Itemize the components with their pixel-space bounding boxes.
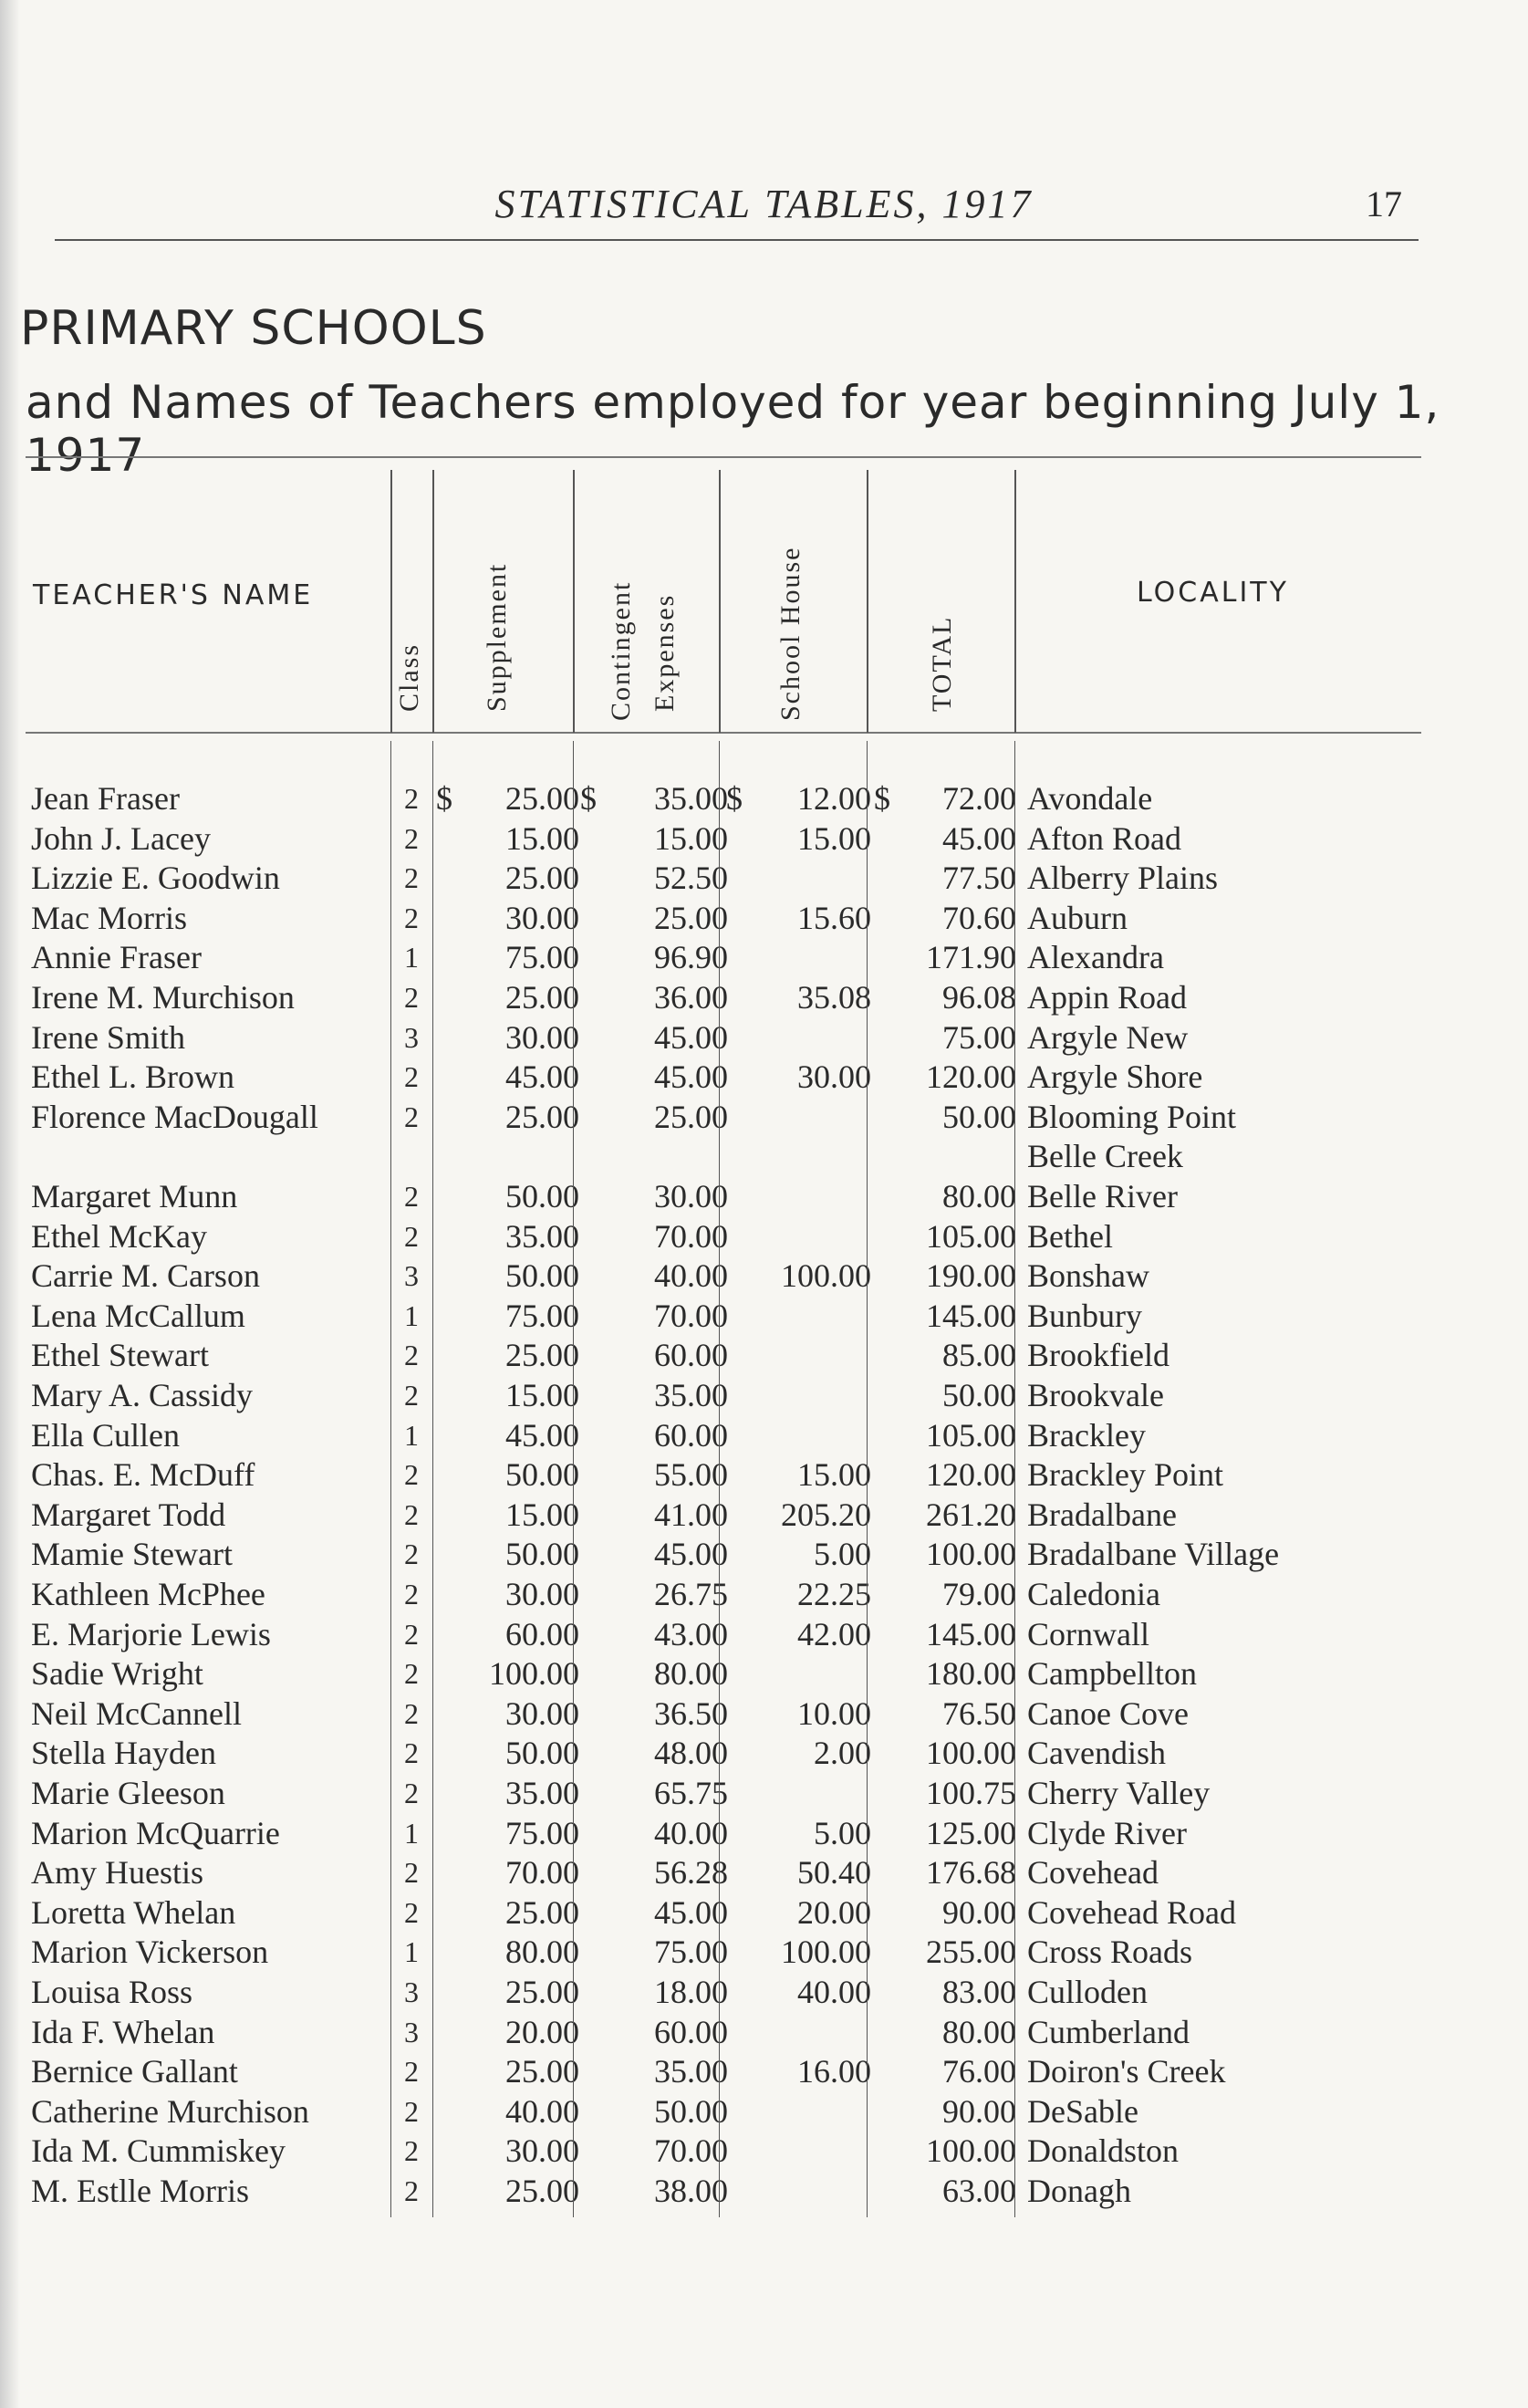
header-class: Class [394, 642, 424, 712]
school-house-cell: 100.00 [781, 1257, 871, 1295]
supplement-cell: 30.00 [505, 1694, 579, 1732]
table-row [0, 1893, 1528, 1934]
col-divider [390, 470, 392, 733]
teacher-name-cell: Ethel L. Brown [31, 1058, 234, 1096]
teacher-name-cell: Ida F. Whelan [31, 2013, 215, 2050]
page-number: 17 [1366, 183, 1402, 224]
locality-cell: Alberry Plains [1027, 860, 1218, 897]
table-row [0, 1376, 1528, 1416]
contingent-cell: 60.00 [654, 1337, 728, 1374]
currency-symbol: $ [874, 780, 890, 817]
teacher-name-cell: Marion McQuarrie [31, 1814, 280, 1851]
teacher-name-cell: Catherine Murchison [31, 2092, 309, 2130]
contingent-cell: 75.00 [654, 1934, 728, 1971]
class-cell: 2 [404, 981, 419, 1014]
total-cell: 190.00 [926, 1257, 1016, 1295]
table-row [0, 1297, 1528, 1337]
contingent-cell: 36.00 [654, 979, 728, 1016]
locality-cell: Cornwall [1027, 1615, 1149, 1652]
supplement-cell: 30.00 [505, 1018, 579, 1056]
supplement-cell: 25.00 [505, 2173, 579, 2209]
supplement-cell: 75.00 [505, 1297, 579, 1334]
header-expenses: Expenses [650, 593, 680, 712]
header-contingent: Contingent [606, 580, 636, 721]
supplement-cell: 100.00 [489, 1655, 579, 1693]
locality-cell: Auburn [1027, 899, 1128, 936]
class-cell: 1 [404, 1418, 419, 1452]
table-row [0, 2052, 1528, 2092]
locality-cell: Covehead [1027, 1854, 1159, 1892]
table-row [0, 1137, 1528, 1177]
teacher-name-cell: Irene Smith [31, 1018, 185, 1056]
contingent-cell: 45.00 [654, 1536, 728, 1573]
total-cell: 76.50 [942, 1694, 1016, 1732]
locality-cell: Appin Road [1027, 979, 1187, 1016]
total-cell: 90.00 [942, 1893, 1016, 1931]
locality-cell: Cherry Valley [1027, 1775, 1211, 1811]
teacher-name-cell: Annie Fraser [31, 939, 202, 976]
col-divider [1014, 741, 1015, 2217]
table-row [0, 1416, 1528, 1456]
total-cell: 77.50 [942, 860, 1016, 897]
table-row [0, 1853, 1528, 1893]
total-cell: 180.00 [926, 1655, 1016, 1693]
teacher-name-cell: Sadie Wright [31, 1655, 203, 1693]
school-house-cell: 30.00 [797, 1058, 871, 1096]
teacher-name-cell: Carrie M. Carson [31, 1257, 260, 1295]
contingent-cell: 65.75 [654, 1775, 728, 1811]
section-title: PRIMARY SCHOOLS [20, 301, 487, 356]
supplement-cell: 45.00 [505, 1058, 579, 1096]
supplement-cell: 50.00 [505, 1257, 579, 1295]
table-row [0, 1496, 1528, 1536]
contingent-cell: 25.00 [654, 899, 728, 936]
class-cell: 2 [404, 1538, 419, 1571]
supplement-cell: 30.00 [505, 2132, 579, 2170]
teacher-name-cell: Chas. E. McDuff [31, 1456, 255, 1494]
supplement-cell: 40.00 [505, 2092, 579, 2130]
total-cell: 120.00 [926, 1058, 1016, 1096]
total-cell: 63.00 [942, 2173, 1016, 2209]
class-cell: 2 [404, 1497, 419, 1531]
table-row [0, 938, 1528, 978]
running-head [0, 181, 1528, 235]
total-cell: 83.00 [942, 1974, 1016, 2010]
class-cell: 2 [404, 1219, 419, 1253]
supplement-cell: 30.00 [505, 899, 579, 936]
contingent-cell: 70.00 [654, 1297, 728, 1334]
col-divider [573, 741, 574, 2217]
teacher-name-cell: Ethel Stewart [31, 1337, 209, 1374]
total-cell: 100.00 [926, 1735, 1016, 1772]
total-cell: 145.00 [926, 1297, 1016, 1334]
supplement-cell: 25.00 [505, 979, 579, 1016]
school-house-cell: 50.40 [797, 1854, 871, 1892]
locality-cell: Canoe Cove [1027, 1694, 1189, 1732]
table-row [0, 2172, 1528, 2212]
school-house-cell: 15.00 [797, 819, 871, 857]
contingent-cell: 56.28 [654, 1854, 728, 1892]
locality-cell: Brackley Point [1027, 1456, 1223, 1494]
supplement-cell: 45.00 [505, 1416, 579, 1454]
locality-cell: DeSable [1027, 2092, 1138, 2130]
table-row [0, 1455, 1528, 1496]
supplement-cell: 25.00 [505, 860, 579, 897]
school-house-cell: 15.00 [797, 1456, 871, 1494]
table-row [0, 1615, 1528, 1655]
col-divider [1014, 470, 1016, 733]
supplement-cell: 50.00 [505, 1536, 579, 1573]
class-cell: 2 [404, 782, 419, 815]
locality-cell: Brookvale [1027, 1377, 1164, 1413]
class-cell: 2 [404, 1657, 419, 1691]
locality-cell: Bonshaw [1027, 1257, 1149, 1295]
contingent-cell: 48.00 [654, 1735, 728, 1772]
class-cell: 1 [404, 941, 419, 975]
total-cell: 70.60 [942, 899, 1016, 936]
school-house-cell: 5.00 [814, 1536, 871, 1573]
header-rule [55, 239, 1419, 241]
school-house-cell: 15.60 [797, 899, 871, 936]
class-cell: 2 [404, 1379, 419, 1412]
table-row [0, 819, 1528, 860]
running-title: STATISTICAL TABLES, 1917 [494, 182, 1034, 226]
school-house-cell: 40.00 [797, 1974, 871, 2010]
total-cell: 50.00 [942, 1098, 1016, 1135]
class-cell: 2 [404, 1100, 419, 1133]
teacher-name-cell: Louisa Ross [31, 1974, 193, 2010]
table-row [0, 978, 1528, 1018]
contingent-cell: 45.00 [654, 1018, 728, 1056]
contingent-cell: 70.00 [654, 1217, 728, 1255]
locality-cell: Brackley [1027, 1416, 1146, 1454]
locality-cell: Covehead Road [1027, 1893, 1236, 1931]
locality-cell: Argyle Shore [1027, 1058, 1203, 1096]
table-row [0, 1933, 1528, 1973]
locality-cell: Belle River [1027, 1178, 1178, 1214]
table-row [0, 1336, 1528, 1376]
locality-cell: Afton Road [1027, 819, 1181, 857]
contingent-cell: 41.00 [654, 1496, 728, 1533]
supplement-cell: 30.00 [505, 1576, 579, 1612]
supplement-cell: 70.00 [505, 1854, 579, 1892]
header-school-house: School House [775, 546, 806, 721]
total-cell: 105.00 [926, 1217, 1016, 1255]
table-row [0, 1098, 1528, 1138]
total-cell: 125.00 [926, 1814, 1016, 1851]
teacher-name-cell: Marion Vickerson [31, 1934, 269, 1971]
total-cell: 105.00 [926, 1416, 1016, 1454]
locality-cell: Culloden [1027, 1974, 1148, 2010]
class-cell: 2 [404, 1736, 419, 1770]
locality-cell: Cavendish [1027, 1735, 1166, 1772]
header-supplement: Supplement [482, 562, 512, 712]
class-cell: 2 [404, 2094, 419, 2128]
col-divider [432, 470, 434, 733]
total-cell: 171.90 [926, 939, 1016, 976]
teacher-name-cell: Ida M. Cummiskey [31, 2132, 286, 2170]
class-cell: 2 [404, 1339, 419, 1372]
contingent-cell: 18.00 [654, 1974, 728, 2010]
total-cell: 96.08 [942, 979, 1016, 1016]
table-row [0, 2013, 1528, 2053]
school-house-cell: 2.00 [814, 1735, 871, 1772]
class-cell: 2 [404, 2055, 419, 2089]
table-header-rule [26, 732, 1421, 734]
teacher-name-cell: Jean Fraser [31, 780, 180, 817]
contingent-cell: 30.00 [654, 1178, 728, 1214]
currency-symbol: $ [726, 780, 743, 817]
supplement-cell: 60.00 [505, 1615, 579, 1652]
table-row [0, 1774, 1528, 1814]
total-cell: 50.00 [942, 1377, 1016, 1413]
col-divider [719, 741, 720, 2217]
teacher-name-cell: Mac Morris [31, 899, 187, 936]
class-cell: 3 [404, 1975, 419, 2008]
teacher-name-cell: Stella Hayden [31, 1735, 216, 1772]
locality-cell: Caledonia [1027, 1576, 1160, 1612]
total-cell: 120.00 [926, 1456, 1016, 1494]
teacher-name-cell: Mamie Stewart [31, 1536, 233, 1573]
table-row [0, 2092, 1528, 2132]
locality-cell: Clyde River [1027, 1814, 1187, 1851]
total-cell: 100.00 [926, 1536, 1016, 1573]
supplement-cell: 25.00 [505, 1974, 579, 2010]
supplement-cell: 15.00 [505, 1377, 579, 1413]
teacher-name-cell: Bernice Gallant [31, 2053, 238, 2090]
school-house-cell: 205.20 [781, 1496, 871, 1533]
contingent-cell: 45.00 [654, 1893, 728, 1931]
contingent-cell: 70.00 [654, 2132, 728, 2170]
locality-cell: Campbellton [1027, 1655, 1197, 1693]
table-row [0, 859, 1528, 899]
col-divider [573, 470, 575, 733]
class-cell: 3 [404, 1020, 419, 1054]
total-cell: 85.00 [942, 1337, 1016, 1374]
school-house-cell: 35.08 [797, 979, 871, 1016]
contingent-cell: 60.00 [654, 2013, 728, 2050]
teacher-name-cell: Mary A. Cassidy [31, 1377, 253, 1413]
teacher-name-cell: Florence MacDougall [31, 1098, 318, 1135]
table-row [0, 1973, 1528, 2013]
contingent-cell: 38.00 [654, 2173, 728, 2209]
table-row [0, 1734, 1528, 1774]
supplement-cell: 50.00 [505, 1735, 579, 1772]
supplement-cell: 75.00 [505, 939, 579, 976]
supplement-cell: 75.00 [505, 1814, 579, 1851]
contingent-cell: 40.00 [654, 1257, 728, 1295]
contingent-cell: 80.00 [654, 1655, 728, 1693]
locality-cell: Bunbury [1027, 1297, 1142, 1334]
school-house-cell: 12.00 [797, 780, 871, 817]
table-row [0, 1654, 1528, 1694]
locality-cell: Cumberland [1027, 2013, 1190, 2050]
school-house-cell: 10.00 [797, 1694, 871, 1732]
total-cell: 145.00 [926, 1615, 1016, 1652]
supplement-cell: 50.00 [505, 1456, 579, 1494]
locality-cell: Donaldston [1027, 2132, 1179, 2170]
class-cell: 2 [404, 1458, 419, 1492]
locality-cell: Avondale [1027, 780, 1153, 817]
contingent-cell: 35.00 [654, 780, 728, 817]
class-cell: 2 [404, 1578, 419, 1611]
locality-cell: Doiron's Creek [1027, 2053, 1226, 2090]
locality-cell: Bradalbane Village [1027, 1536, 1280, 1573]
school-house-cell: 22.25 [797, 1576, 871, 1612]
class-cell: 2 [404, 901, 419, 934]
class-cell: 3 [404, 1259, 419, 1293]
locality-cell: Cross Roads [1027, 1934, 1193, 1971]
supplement-cell: 25.00 [505, 2053, 579, 2090]
header-total: TOTAL [927, 615, 957, 712]
teacher-name-cell: Amy Huestis [31, 1854, 203, 1892]
teacher-name-cell: M. Estlle Morris [31, 2173, 249, 2209]
locality-cell: Bradalbane [1027, 1496, 1177, 1533]
table-top-rule [26, 456, 1421, 458]
contingent-cell: 15.00 [654, 819, 728, 857]
school-house-cell: 16.00 [797, 2053, 871, 2090]
teacher-name-cell: Neil McCannell [31, 1694, 242, 1732]
col-divider [719, 470, 721, 733]
contingent-cell: 55.00 [654, 1456, 728, 1494]
currency-symbol: $ [436, 780, 452, 817]
header-locality: LOCALITY [1137, 577, 1289, 609]
currency-symbol: $ [580, 780, 597, 817]
locality-cell: Belle Creek [1027, 1138, 1183, 1175]
table-row [0, 2132, 1528, 2172]
school-house-cell: 20.00 [797, 1893, 871, 1931]
teacher-name-cell: Marie Gleeson [31, 1775, 225, 1811]
teacher-name-cell: Irene M. Murchison [31, 979, 295, 1016]
table-row [0, 1177, 1528, 1217]
table-row [0, 1575, 1528, 1615]
supplement-cell: 15.00 [505, 819, 579, 857]
total-cell: 90.00 [942, 2092, 1016, 2130]
supplement-cell: 20.00 [505, 2013, 579, 2050]
table-row [0, 1217, 1528, 1257]
col-divider [867, 470, 868, 733]
supplement-cell: 25.00 [505, 1098, 579, 1135]
total-cell: 100.75 [926, 1775, 1016, 1811]
table-row [0, 899, 1528, 939]
teacher-name-cell: John J. Lacey [31, 819, 211, 857]
total-cell: 255.00 [926, 1934, 1016, 1971]
class-cell: 1 [404, 1298, 419, 1332]
locality-cell: Brookfield [1027, 1337, 1169, 1374]
supplement-cell: 35.00 [505, 1217, 579, 1255]
total-cell: 80.00 [942, 2013, 1016, 2050]
total-cell: 100.00 [926, 2132, 1016, 2170]
class-cell: 2 [404, 1617, 419, 1651]
class-cell: 2 [404, 1180, 419, 1213]
total-cell: 80.00 [942, 1178, 1016, 1214]
class-cell: 2 [404, 821, 419, 855]
teacher-name-cell: Lizzie E. Goodwin [31, 860, 280, 897]
class-cell: 1 [404, 1816, 419, 1850]
class-cell: 2 [404, 1696, 419, 1730]
school-house-cell: 5.00 [814, 1814, 871, 1851]
contingent-cell: 25.00 [654, 1098, 728, 1135]
school-house-cell: 42.00 [797, 1615, 871, 1652]
locality-cell: Argyle New [1027, 1018, 1189, 1056]
class-cell: 2 [404, 1777, 419, 1809]
supplement-cell: 80.00 [505, 1934, 579, 1971]
contingent-cell: 35.00 [654, 2053, 728, 2090]
teacher-name-cell: Lena McCallum [31, 1297, 245, 1334]
teacher-name-cell: Kathleen McPhee [31, 1576, 265, 1612]
table-row [0, 1814, 1528, 1854]
section-subtitle: and Names of Teachers employed for year beginning July 1, 1917 [26, 376, 1440, 482]
total-cell: 176.68 [926, 1854, 1016, 1892]
class-cell: 2 [404, 2174, 419, 2207]
supplement-cell: 35.00 [505, 1775, 579, 1811]
class-cell: 3 [404, 2015, 419, 2048]
supplement-cell: 25.00 [505, 780, 579, 817]
contingent-cell: 50.00 [654, 2092, 728, 2130]
supplement-cell: 25.00 [505, 1893, 579, 1931]
supplement-cell: 25.00 [505, 1337, 579, 1374]
teacher-name-cell: Ethel McKay [31, 1217, 207, 1255]
total-cell: 75.00 [942, 1018, 1016, 1056]
teacher-name-cell: Margaret Munn [31, 1178, 238, 1214]
class-cell: 1 [404, 1935, 419, 1969]
teacher-name-cell: Margaret Todd [31, 1496, 226, 1533]
table-row [0, 1256, 1528, 1297]
locality-cell: Donagh [1027, 2173, 1131, 2209]
total-cell: 45.00 [942, 819, 1016, 857]
contingent-cell: 52.50 [654, 860, 728, 897]
total-cell: 261.20 [926, 1496, 1016, 1533]
class-cell: 2 [404, 861, 419, 895]
school-house-cell: 100.00 [781, 1934, 871, 1971]
contingent-cell: 96.90 [654, 939, 728, 976]
locality-cell: Bethel [1027, 1217, 1113, 1255]
contingent-cell: 60.00 [654, 1416, 728, 1454]
supplement-cell: 15.00 [505, 1496, 579, 1533]
header-teacher-name: TEACHER'S NAME [33, 579, 314, 611]
total-cell: 76.00 [942, 2053, 1016, 2090]
contingent-cell: 43.00 [654, 1615, 728, 1652]
col-divider [867, 741, 868, 2217]
teacher-name-cell: Ella Cullen [31, 1416, 180, 1454]
contingent-cell: 26.75 [654, 1576, 728, 1612]
col-divider [390, 741, 391, 2217]
class-cell: 2 [404, 2134, 419, 2168]
table-row [0, 1018, 1528, 1058]
locality-cell: Alexandra [1027, 939, 1164, 976]
table-row [0, 1535, 1528, 1575]
total-cell: 72.00 [942, 780, 1016, 817]
table-row [0, 779, 1528, 819]
locality-cell: Blooming Point [1027, 1098, 1237, 1135]
table-row [0, 1058, 1528, 1098]
supplement-cell: 50.00 [505, 1178, 579, 1214]
class-cell: 2 [404, 1895, 419, 1929]
table-row [0, 1694, 1528, 1735]
contingent-cell: 36.50 [654, 1694, 728, 1732]
contingent-cell: 40.00 [654, 1814, 728, 1851]
teacher-name-cell: Loretta Whelan [31, 1893, 236, 1931]
class-cell: 2 [404, 1060, 419, 1094]
col-divider [432, 741, 433, 2217]
contingent-cell: 35.00 [654, 1377, 728, 1413]
total-cell: 79.00 [942, 1576, 1016, 1612]
teacher-name-cell: E. Marjorie Lewis [31, 1615, 271, 1652]
contingent-cell: 45.00 [654, 1058, 728, 1096]
class-cell: 2 [404, 1856, 419, 1890]
